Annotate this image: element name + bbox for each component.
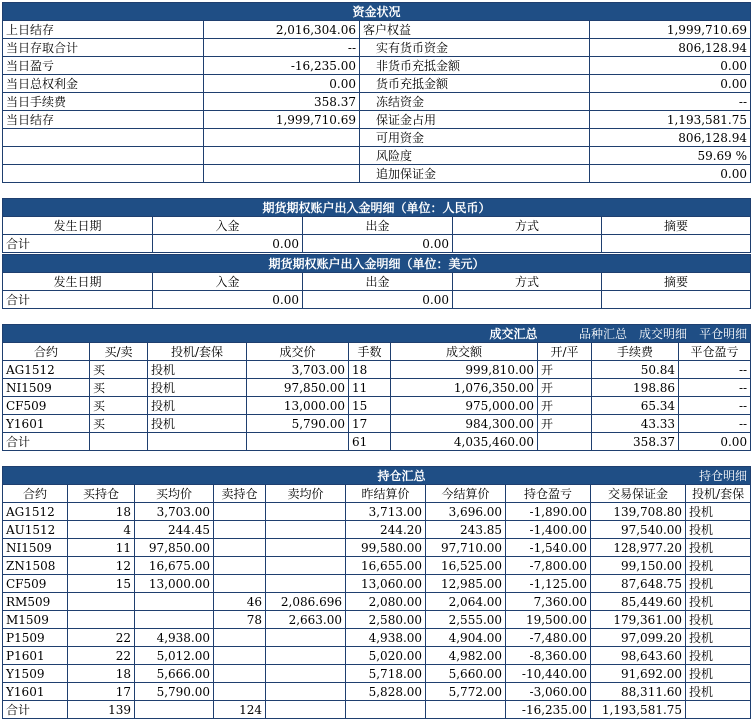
position-pnl: -1,540.00 [506,539,591,557]
position-row [3,503,751,521]
trade-side: 买 [90,379,148,397]
position-sell [214,665,266,683]
position-contract: ZN1508 [3,557,68,575]
position-buy-avg: 5,790.00 [135,683,214,701]
usd-flow-title: 期货期权账户出入金明细（单位：美元） [3,255,751,273]
col-in: 入金 [153,273,303,291]
funds-right-value: -- [590,93,751,111]
position-buy-avg: 244.45 [135,521,214,539]
total-label: 合计 [3,291,153,309]
funds-right-value: 1,999,710.69 [590,21,751,39]
position-today: 2,064.00 [426,593,506,611]
position-sell [214,647,266,665]
positions-col-header: 买均价 [135,485,214,503]
funds-table [2,2,751,183]
position-pnl: -1,125.00 [506,575,591,593]
position-pnl: -3,060.00 [506,683,591,701]
trade-side: 买 [90,397,148,415]
funds-right-label: 非货币充抵金额 [360,57,590,75]
position-today: 5,772.00 [426,683,506,701]
position-sell-avg [266,503,346,521]
position-contract: NI1509 [3,539,68,557]
trade-price: 3,703.00 [247,361,349,379]
col-summary: 摘要 [602,217,751,235]
trade-contract: CF509 [3,397,90,415]
position-margin: 97,540.00 [591,521,686,539]
trade-contract: AG1512 [3,361,90,379]
method-cell [453,291,602,309]
trade-type: 投机 [148,415,247,433]
trades-col-header: 成交价 [247,343,349,361]
funds-left-label: 当日手续费 [3,93,204,111]
trade-fee: 198.86 [592,379,679,397]
trades-table [2,324,751,451]
position-sell-avg [266,557,346,575]
position-contract: P1601 [3,647,68,665]
trade-pnl: -- [679,415,751,433]
position-prev: 5,828.00 [346,683,426,701]
position-margin: 99,150.00 [591,557,686,575]
funds-left-value: -- [204,39,360,57]
funds-left-label: 当日结存 [3,111,204,129]
positions-total-sell: 124 [214,701,266,719]
trades-col-header: 开/平 [538,343,592,361]
close-detail-link[interactable]: 平仓明细 [699,326,748,341]
position-pnl: -8,360.00 [506,647,591,665]
position-prev: 2,580.00 [346,611,426,629]
position-sell: 78 [214,611,266,629]
funds-left-label [3,147,204,165]
col-in: 入金 [153,217,303,235]
trade-row [3,361,751,379]
funds-left-label: 上日结存 [3,21,204,39]
funds-left-label [3,165,204,183]
col-out: 出金 [303,273,453,291]
position-row [3,629,751,647]
trade-contract: Y1601 [3,415,90,433]
positions-title: 持仓汇总 [3,467,426,485]
position-row [3,647,751,665]
position-sell-avg: 2,663.00 [266,611,346,629]
position-margin: 85,449.60 [591,593,686,611]
position-today: 12,985.00 [426,575,506,593]
trade-oc: 开 [538,379,592,397]
trade-oc: 开 [538,397,592,415]
out-total: 0.00 [303,235,453,253]
position-sell [214,539,266,557]
position-type: 投机 [686,521,751,539]
position-prev: 4,938.00 [346,629,426,647]
position-contract: AU1512 [3,521,68,539]
trade-pnl: -- [679,361,751,379]
funds-right-value: 0.00 [590,57,751,75]
positions-total-label: 合计 [3,701,68,719]
variety-summary-link[interactable]: 品种汇总 [579,326,628,341]
trade-lots: 11 [349,379,391,397]
position-today: 97,710.00 [426,539,506,557]
positions-table [2,466,751,719]
funds-left-value: 1,999,710.69 [204,111,360,129]
funds-row [3,111,751,129]
position-today: 5,660.00 [426,665,506,683]
trade-pnl: -- [679,379,751,397]
position-margin: 98,643.60 [591,647,686,665]
trade-fee: 65.34 [592,397,679,415]
position-row [3,557,751,575]
position-row [3,611,751,629]
trades-col-header: 平仓盈亏 [679,343,751,361]
funds-left-value: 2,016,304.06 [204,21,360,39]
funds-right-label: 风险度 [360,147,590,165]
funds-row [3,147,751,165]
funds-row [3,21,751,39]
positions-col-header: 买持仓 [68,485,135,503]
col-date: 发生日期 [3,217,153,235]
trade-amount: 975,000.00 [391,397,538,415]
trade-type: 投机 [148,361,247,379]
trades-col-header: 买/卖 [90,343,148,361]
funds-left-label: 当日总权利金 [3,75,204,93]
position-sell [214,575,266,593]
position-row [3,665,751,683]
position-contract: Y1601 [3,683,68,701]
position-type: 投机 [686,539,751,557]
trade-amount: 984,300.00 [391,415,538,433]
in-total: 0.00 [153,235,303,253]
positions-col-header: 卖均价 [266,485,346,503]
position-buy-avg: 97,850.00 [135,539,214,557]
position-pnl: 19,500.00 [506,611,591,629]
position-type: 投机 [686,629,751,647]
funds-right-label: 实有货币资金 [360,39,590,57]
funds-left-value [204,147,360,165]
trade-lots: 17 [349,415,391,433]
trade-price: 97,850.00 [247,379,349,397]
position-buy-avg: 16,675.00 [135,557,214,575]
position-contract: P1509 [3,629,68,647]
positions-total-pnl: -16,235.00 [506,701,591,719]
position-buy-avg [135,611,214,629]
position-buy: 18 [68,503,135,521]
trade-fee: 50.84 [592,361,679,379]
funds-row [3,75,751,93]
trade-detail-link[interactable]: 成交明细 [639,326,688,341]
position-sell-avg [266,665,346,683]
trade-fee: 43.33 [592,415,679,433]
position-sell [214,629,266,647]
position-buy-avg: 5,666.00 [135,665,214,683]
position-prev: 13,060.00 [346,575,426,593]
funds-left-value: 0.00 [204,75,360,93]
trade-price: 5,790.00 [247,415,349,433]
position-buy: 12 [68,557,135,575]
funds-left-value [204,129,360,147]
position-pnl: -1,890.00 [506,503,591,521]
positions-links [426,467,751,485]
position-margin: 87,648.75 [591,575,686,593]
position-prev: 16,655.00 [346,557,426,575]
position-buy [68,611,135,629]
col-out: 出金 [303,217,453,235]
position-today: 4,904.00 [426,629,506,647]
position-buy-avg: 13,000.00 [135,575,214,593]
funds-right-label: 货币充抵金额 [360,75,590,93]
position-row [3,575,751,593]
position-type: 投机 [686,503,751,521]
funds-right-value: 59.69 % [590,147,751,165]
col-date: 发生日期 [3,273,153,291]
funds-left-value: 358.37 [204,93,360,111]
cny-flow-title: 期货期权账户出入金明细（单位：人民币） [3,199,751,217]
trade-side: 买 [90,361,148,379]
positions-col-header: 卖持仓 [214,485,266,503]
position-margin: 139,708.80 [591,503,686,521]
trade-side: 买 [90,415,148,433]
position-buy: 17 [68,683,135,701]
position-row [3,539,751,557]
position-type: 投机 [686,683,751,701]
total-label: 合计 [3,235,153,253]
position-sell: 46 [214,593,266,611]
position-margin: 88,311.60 [591,683,686,701]
position-sell-avg [266,575,346,593]
trades-col-header: 手续费 [592,343,679,361]
position-buy-avg [135,593,214,611]
position-today: 243.85 [426,521,506,539]
position-sell [214,503,266,521]
col-summary: 摘要 [602,273,751,291]
positions-col-header: 昨结算价 [346,485,426,503]
funds-left-label [3,129,204,147]
position-margin: 91,692.00 [591,665,686,683]
position-buy-avg: 5,012.00 [135,647,214,665]
position-today: 2,555.00 [426,611,506,629]
trades-col-header: 成交额 [391,343,538,361]
out-total: 0.00 [303,291,453,309]
position-prev: 5,020.00 [346,647,426,665]
position-margin: 128,977.20 [591,539,686,557]
position-type: 投机 [686,593,751,611]
position-type: 投机 [686,647,751,665]
position-sell [214,557,266,575]
position-pnl: -7,800.00 [506,557,591,575]
trade-contract: NI1509 [3,379,90,397]
funds-row [3,39,751,57]
position-sell-avg [266,683,346,701]
position-row [3,683,751,701]
position-type: 投机 [686,611,751,629]
trade-type: 投机 [148,379,247,397]
position-buy [68,593,135,611]
position-type: 投机 [686,557,751,575]
funds-right-value: 0.00 [590,75,751,93]
positions-col-header: 合约 [3,485,68,503]
position-buy-avg: 3,703.00 [135,503,214,521]
position-today: 3,696.00 [426,503,506,521]
funds-right-value: 1,193,581.75 [590,111,751,129]
positions-col-header: 投机/套保 [686,485,751,503]
funds-left-label: 当日存取合计 [3,39,204,57]
positions-col-header: 持仓盈亏 [506,485,591,503]
trade-type: 投机 [148,397,247,415]
position-sell-avg [266,521,346,539]
position-today: 4,982.00 [426,647,506,665]
trade-amount: 999,810.00 [391,361,538,379]
position-today: 16,525.00 [426,557,506,575]
trade-pnl: -- [679,397,751,415]
position-contract: CF509 [3,575,68,593]
trade-oc: 开 [538,415,592,433]
trades-total-fee: 358.37 [592,433,679,451]
trade-oc: 开 [538,361,592,379]
positions-col-header: 今结算价 [426,485,506,503]
trade-row [3,415,751,433]
col-method: 方式 [453,217,602,235]
position-margin: 97,099.20 [591,629,686,647]
trades-total-amount: 4,035,460.00 [391,433,538,451]
position-detail-link[interactable]: 持仓明细 [699,468,748,483]
funds-left-label: 当日盈亏 [3,57,204,75]
col-method: 方式 [453,273,602,291]
funds-title: 资金状况 [3,3,751,21]
position-pnl: 7,360.00 [506,593,591,611]
position-buy: 22 [68,629,135,647]
cny-flow-table [2,198,751,253]
position-sell-avg [266,647,346,665]
trade-row [3,397,751,415]
position-prev: 5,718.00 [346,665,426,683]
position-type: 投机 [686,575,751,593]
trades-col-header: 合约 [3,343,90,361]
position-sell-avg [266,629,346,647]
trades-title: 成交汇总 [3,325,538,343]
position-buy: 4 [68,521,135,539]
funds-right-label: 可用资金 [360,129,590,147]
position-pnl: -1,400.00 [506,521,591,539]
position-sell [214,521,266,539]
usd-flow-table [2,254,751,309]
position-contract: Y1509 [3,665,68,683]
position-prev: 99,580.00 [346,539,426,557]
funds-right-value: 0.00 [590,165,751,183]
positions-col-header: 交易保证金 [591,485,686,503]
summary-cell [602,291,751,309]
position-contract: RM509 [3,593,68,611]
funds-left-value: -16,235.00 [204,57,360,75]
position-pnl: -7,480.00 [506,629,591,647]
position-prev: 3,713.00 [346,503,426,521]
trade-lots: 15 [349,397,391,415]
position-row [3,593,751,611]
funds-right-label: 客户权益 [360,21,590,39]
funds-right-label: 保证金占用 [360,111,590,129]
funds-right-label: 冻结资金 [360,93,590,111]
funds-row [3,165,751,183]
trades-col-header: 手数 [349,343,391,361]
summary-cell [602,235,751,253]
position-sell-avg: 2,086.696 [266,593,346,611]
position-contract: M1509 [3,611,68,629]
position-row [3,521,751,539]
trade-row [3,379,751,397]
position-buy: 11 [68,539,135,557]
funds-right-value: 806,128.94 [590,39,751,57]
position-prev: 2,080.00 [346,593,426,611]
in-total: 0.00 [153,291,303,309]
trades-total-lots: 61 [349,433,391,451]
trades-total-pnl: 0.00 [679,433,751,451]
positions-total-margin: 1,193,581.75 [591,701,686,719]
trade-lots: 18 [349,361,391,379]
position-buy: 15 [68,575,135,593]
funds-right-value: 806,128.94 [590,129,751,147]
trade-price: 13,000.00 [247,397,349,415]
position-buy-avg: 4,938.00 [135,629,214,647]
funds-row [3,57,751,75]
positions-total-buy: 139 [68,701,135,719]
position-buy: 18 [68,665,135,683]
position-prev: 244.20 [346,521,426,539]
position-type: 投机 [686,665,751,683]
position-margin: 179,361.00 [591,611,686,629]
trade-amount: 1,076,350.00 [391,379,538,397]
trades-links [538,325,751,343]
trades-col-header: 投机/套保 [148,343,247,361]
funds-left-value [204,165,360,183]
funds-row [3,93,751,111]
position-sell-avg [266,539,346,557]
position-contract: AG1512 [3,503,68,521]
position-pnl: -10,440.00 [506,665,591,683]
position-sell [214,683,266,701]
trades-total-label: 合计 [3,433,90,451]
method-cell [453,235,602,253]
funds-right-label: 追加保证金 [360,165,590,183]
funds-row [3,129,751,147]
position-buy: 22 [68,647,135,665]
